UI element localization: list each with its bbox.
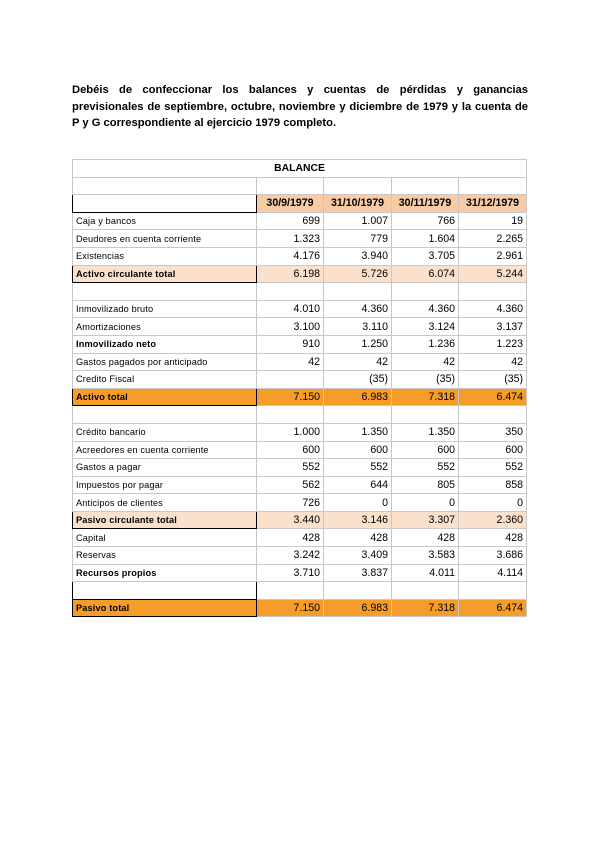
cell-value: 428 [257,529,324,547]
row-label: Gastos a pagar [73,459,257,477]
cell-value: 644 [324,476,392,494]
row-label: Pasivo circulante total [73,511,257,529]
row-label: Caja y bancos [73,212,257,230]
row-label: Existencias [73,247,257,265]
cell-value: 1.000 [257,423,324,441]
cell-value: 552 [459,459,527,477]
date-header-row [73,195,527,213]
row-label: Acreedores en cuenta corriente [73,441,257,459]
row-label: Credito Fiscal [73,371,257,389]
cell-value: 7.318 [392,388,459,406]
cell-value: 1.007 [324,212,392,230]
cell-value: 600 [459,441,527,459]
cell-value: 4.360 [459,300,527,318]
instructions-paragraph: Debéis de confeccionar los balances y cuentas de pérdidas y ganancias previsionales de septiembre, octubre, noviembre y diciembre de 1979 y la cuenta de P y G correspondiente al ejercicio 1979 completo. [72,84,528,129]
cell-value: 3.705 [392,247,459,265]
date-header: 31/10/1979 [324,195,392,213]
row-capital [73,529,527,547]
cell-value: 6.198 [257,265,324,283]
row-label: Crédito bancario [73,423,257,441]
row-inmovilizado-neto [73,335,527,353]
cell-value: 3.124 [392,318,459,336]
cell-value: 726 [257,494,324,512]
cell-value: 4.360 [392,300,459,318]
row-label: Reservas [73,547,257,565]
cell-value: 0 [324,494,392,512]
cell-value: 350 [459,423,527,441]
cell-value: 4.176 [257,247,324,265]
row-amortizaciones [73,318,527,336]
row-label: Pasivo total [73,599,257,617]
cell-value: 5.726 [324,265,392,283]
row-label: Anticipos de clientes [73,494,257,512]
cell-value: 428 [392,529,459,547]
cell-value: 4.114 [459,564,527,582]
cell-value: 1.350 [324,423,392,441]
cell-value: 6.474 [459,599,527,617]
row-credito-bancario [73,423,527,441]
row-label: Inmovilizado bruto [73,300,257,318]
cell-value: 3.710 [257,564,324,582]
row-anticipos [73,494,527,512]
row-reservas [73,547,527,565]
row-label: Activo total [73,388,257,406]
cell-value: (35) [459,371,527,389]
blank-row [73,406,527,424]
cell-value: 3.583 [392,547,459,565]
row-label: Impuestos por pagar [73,476,257,494]
cell-value: 3.307 [392,511,459,529]
row-credito-fiscal [73,371,527,389]
date-header: 31/12/1979 [459,195,527,213]
cell-value: 6.983 [324,388,392,406]
cell-value: 3.409 [324,547,392,565]
row-impuestos [73,476,527,494]
cell-value: 910 [257,335,324,353]
row-inmovilizado-bruto [73,300,527,318]
cell-value: 600 [324,441,392,459]
cell-value: 6.983 [324,599,392,617]
cell-value: (35) [324,371,392,389]
cell-value: 3.440 [257,511,324,529]
cell-value: 600 [257,441,324,459]
date-header: 30/9/1979 [257,195,324,213]
cell-value: 428 [324,529,392,547]
balance-table [72,159,527,617]
cell-value: 552 [324,459,392,477]
cell-value: 3.940 [324,247,392,265]
row-existencias [73,247,527,265]
row-deudores [73,230,527,248]
cell-value: 3.686 [459,547,527,565]
cell-value: 3.110 [324,318,392,336]
cell-value: 1.323 [257,230,324,248]
cell-value: 4.011 [392,564,459,582]
table-title: BALANCE [73,160,527,178]
cell-value: 0 [392,494,459,512]
row-pasivo-circulante-total [73,511,527,529]
cell-value: 562 [257,476,324,494]
cell-value: 1.350 [392,423,459,441]
cell-value: 805 [392,476,459,494]
row-label: Deudores en cuenta corriente [73,230,257,248]
cell-value: 2.961 [459,247,527,265]
cell-value: 3.137 [459,318,527,336]
cell-value: 699 [257,212,324,230]
cell-value: 42 [459,353,527,371]
blank-row [73,582,527,600]
cell-value: 4.360 [324,300,392,318]
cell-value: 6.474 [459,388,527,406]
row-label: Gastos pagados por anticipado [73,353,257,371]
row-caja-y-bancos [73,212,527,230]
row-label: Inmovilizado neto [73,335,257,353]
row-label: Amortizaciones [73,318,257,336]
row-acreedores [73,441,527,459]
cell-value: 3.146 [324,511,392,529]
row-label: Capital [73,529,257,547]
row-gastos-anticipado [73,353,527,371]
cell-value: 552 [392,459,459,477]
cell-value: 1.250 [324,335,392,353]
cell-value: 3.837 [324,564,392,582]
cell-value: 7.318 [392,599,459,617]
cell-value: 7.150 [257,599,324,617]
row-recursos-propios [73,564,527,582]
cell-value [257,371,324,389]
cell-value: 5.244 [459,265,527,283]
cell-value: 42 [324,353,392,371]
cell-value: 2.360 [459,511,527,529]
cell-value: 766 [392,212,459,230]
cell-value: 2.265 [459,230,527,248]
row-activo-total [73,388,527,406]
date-header: 30/11/1979 [392,195,459,213]
cell-value: 779 [324,230,392,248]
cell-value: 858 [459,476,527,494]
cell-value: (35) [392,371,459,389]
cell-value: 1.223 [459,335,527,353]
cell-value: 3.100 [257,318,324,336]
row-pasivo-total [73,599,527,617]
cell-value: 600 [392,441,459,459]
cell-value: 42 [257,353,324,371]
row-label: Activo circulante total [73,265,257,283]
cell-value: 552 [257,459,324,477]
blank-row [73,177,527,195]
cell-value: 19 [459,212,527,230]
cell-value: 1.236 [392,335,459,353]
cell-value: 428 [459,529,527,547]
cell-value: 0 [459,494,527,512]
blank-row [73,283,527,301]
row-activo-circulante-total [73,265,527,283]
cell-value: 1.604 [392,230,459,248]
cell-value: 42 [392,353,459,371]
cell-value: 6.074 [392,265,459,283]
table-title-row [73,160,527,178]
cell-value: 7.150 [257,388,324,406]
row-gastos-a-pagar [73,459,527,477]
row-label: Recursos propios [73,564,257,582]
cell-value: 3.242 [257,547,324,565]
cell-value: 4.010 [257,300,324,318]
